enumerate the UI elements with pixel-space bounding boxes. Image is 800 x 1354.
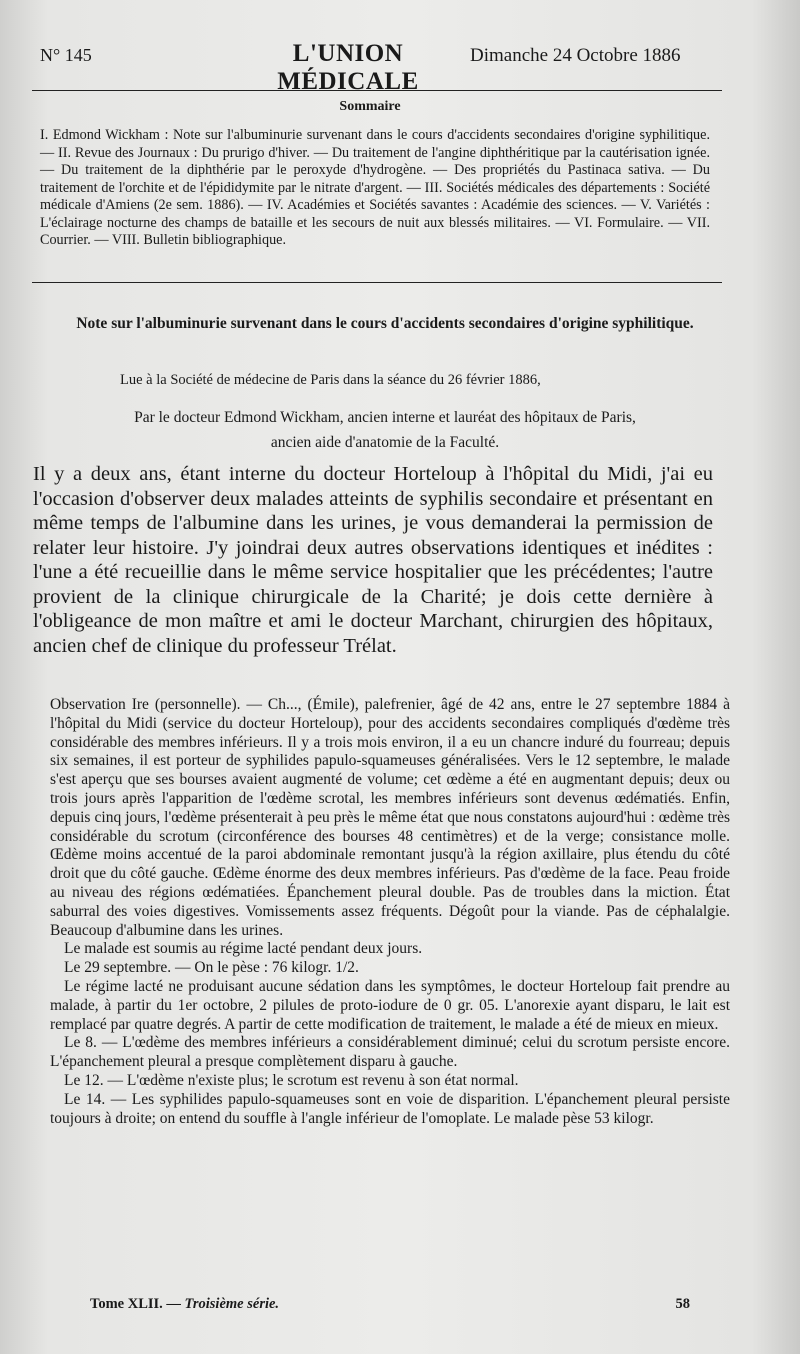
header-rule	[32, 90, 722, 91]
author-line-1: Par le docteur Edmond Wickham, ancien interne et lauréat des hôpitaux de Paris,	[134, 409, 636, 426]
issue-number: N° 145	[40, 45, 92, 65]
footer-tome: Tome XLII. — Troisième série.	[90, 1296, 280, 1312]
body-paragraph: Le 8. — L'œdème des membres inférieurs a considérablement diminué; celui du scrotum persiste encore. L'épanchement pleural a presque complètement disparu à gauche.	[50, 1034, 730, 1071]
issue-date: Dimanche 24 Octobre 1886	[470, 45, 681, 66]
footer-series: Troisième série.	[184, 1296, 280, 1312]
page-number: 58	[675, 1296, 690, 1312]
body-paragraph: Le régime lacté ne produisant aucune sédation dans les symptômes, le docteur Horteloup fait prendre au malade, à partir du 1er octobre, 2 pilules de proto-iodure de 0 gr. 05. L'anorexie ayant disparu, le lait est remplacé par quatre degrés. A partir de cette modification de traitement, le malade a été de mieux en mieux.	[50, 977, 730, 1033]
body-paragraph: Le malade est soumis au régime lacté pendant deux jours.	[64, 940, 423, 958]
sommaire-rule	[32, 282, 722, 283]
page-header	[40, 40, 730, 95]
article-intro: Il y a deux ans, étant interne du docteur Horteloup à l'hôpital du Midi, j'ai eu l'occasion d'observer deux malades atteints de syphilis secondaire et présentant en même temps de l'albumine dans les urines, je vous demanderai la permission de relater leur histoire. J'y joindrai deux autres observations identiques et inédites : l'une a été recueillie dans le même service hospitalier que les précédentes; l'autre provient de la clinique chirurgicale de la Charité; je dois cette dernière à l'obligeance de mon maître et ami le docteur Marchant, chirurgien des hôpitaux, ancien chef de clinique du professeur Trélat.	[33, 463, 713, 657]
page-footer	[90, 1296, 690, 1313]
sommaire-text: I. Edmond Wickham : Note sur l'albuminurie survenant dans le cours d'accidents secondaires d'origine syphilitique. — II. Revue des Journaux : Du prurigo d'hiver. — Du traitement de l'angine diphthéritique par la cautérisation ignée. — Du traitement de la diphthérie par le peroxyde d'hydrogène. — Des propriétés du Pastinaca sativa. — Du traitement de l'orchite et de l'épididymite par le nitrate d'argent. — III. Sociétés médicales des départements : Société médicale d'Amiens (2e sem. 1886). — IV. Académies et Sociétés savantes : Académie des sciences. — V. Variétés : L'éclairage nocturne des champs de bataille et les secours de nuit aux blessés militaires. — VI. Formulaire. — VII. Courrier. — VIII. Bulletin bibliographique.	[40, 127, 710, 248]
observation-paragraph: Observation Ire (personnelle). — Ch..., (Émile), palefrenier, âgé de 42 ans, entre le 27 septembre 1884 à l'hôpital du Midi (service du docteur Horteloup), pour des accidents secondaires compliqués d'œdème très considérable des membres inférieurs. Il y a trois mois environ, il a eu un chancre induré du fourreau; depuis six semaines, il est porteur de syphilides papulo-squameuses généralisées. Vers le 12 septembre, le malade s'est aperçu que ses bourses avaient augmenté de volume; cet œdème a été en augmentant depuis; deux ou trois jours après l'apparition de l'œdème scrotal, les membres inférieurs sont devenus œdématiés. Enfin, depuis cinq jours, l'œdème présenterait à peu près le même état que nous constatons aujourd'hui : œdème très considérable du scrotum (circonférence des bourses 48 centimètres) et de la verge; consistance molle. Œdème moins accentué de la paroi abdominale remontant jusqu'à la région axillaire, plus étendu du côté droit que du côté gauche. Œdème énorme des deux membres inférieurs. Pas d'œdème de la face. Peau froide au niveau des régions œdématiées. Épanchement pleural double. Pas de troubles dans la miction. État saburral des voies digestives. Vomissements assez fréquents. Dégoût pour la viande. Pas de céphalalgie. Beaucoup d'albumine dans les urines.	[50, 696, 730, 939]
body-paragraph: Le 14. — Les syphilides papulo-squameuses sont en voie de disparition. L'épanchement pleural persiste toujours à droite; on entend du souffle à l'angle inférieur de l'omoplate. Le malade pèse 53 kilogr.	[50, 1090, 730, 1127]
article-body	[50, 696, 730, 1128]
sommaire-title: Sommaire	[339, 99, 401, 114]
author-line-2: ancien aide d'anatomie de la Faculté.	[270, 434, 500, 451]
journal-title: L'UNION MÉDICALE	[277, 40, 419, 95]
article-read-at: Lue à la Société de médecine de Paris dans la séance du 26 février 1886,	[120, 372, 541, 388]
article-author	[60, 405, 710, 455]
article-title: Note sur l'albuminurie survenant dans le cours d'accidents secondaires d'origine syphilitique.	[76, 315, 694, 332]
body-paragraph: Le 12. — L'œdème n'existe plus; le scrotum est revenu à son état normal.	[64, 1071, 519, 1089]
body-paragraph: Le 29 septembre. — On le pèse : 76 kilogr. 1/2.	[64, 959, 359, 977]
